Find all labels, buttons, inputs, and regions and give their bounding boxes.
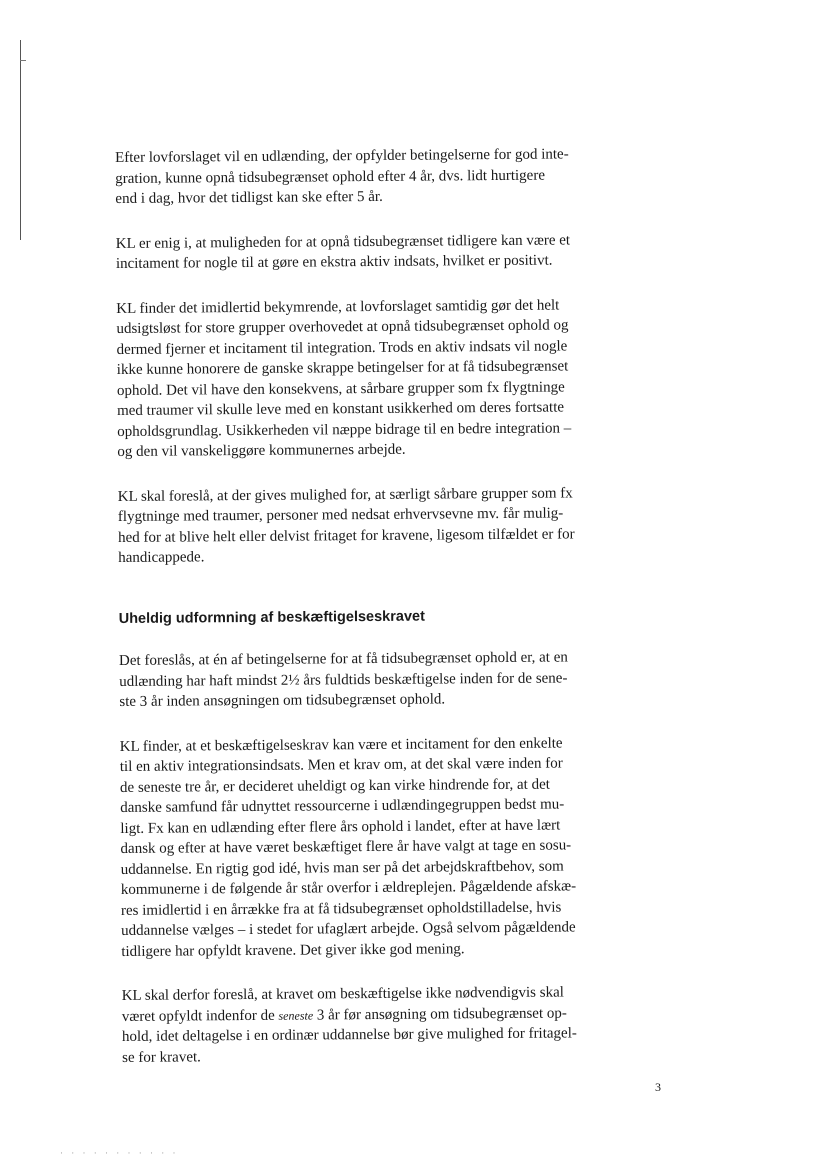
document-body [115, 144, 622, 1092]
paragraph-7-end: 3 år før ansøgning om tidsubegrænset op- hold, idet deltagelse i en ordinær uddannelse bør give mulighed for fritagel- se for kravet. [121, 1004, 577, 1066]
paragraph-3: KL finder det imidlertid bekymrende, at lovforslaget samtidig gør det helt udsigtsløst for store grupper overhovedet at opnå tidsubegrænset ophold og dermed fjerner et incitament til integration. Trods en aktiv indsats vil nogle ikke kunne honorere de ganske skrappe betingelser for at få tidsubegrænset ophold. Det vil have den konsekvens, at sårbare grupper som fx flygtninge med traumer vil skulle leve med en konstant usikkerhed om deres fortsatte opholdsgrundlag. Usikkerheden vil næppe bidrage til en bedre integration – og den vil vanskeliggøre kommunernes arbejde. [116, 297, 572, 460]
scan-edge-tick [20, 60, 26, 61]
paragraph-1: Efter lovforslaget vil en udlænding, der opfylder betingelserne for god inte- gration, kunne opnå tidsubegrænset ophold efter 4 år, dvs. lidt hurtigere end i dag, hvor det tidligst kan ske efter 5 år. [115, 146, 569, 207]
section-heading: Uheldig udformning af beskæftigelseskravet [118, 608, 425, 627]
paragraph-2: KL er enig i, at muligheden for at opnå tidsubegrænset tidligere kan være et incitament for nogle til at gøre en ekstra aktiv indsats, hvilket er positivt. [115, 231, 571, 272]
paragraph-5: Det foreslås, at én af betingelserne for at få tidsubegrænset ophold er, at en udlænding har haft mindst 2½ års fuldtids beskæftigelse inden for de sene- ste 3 år inden ansøgningen om tidsubegrænset ophold. [118, 649, 568, 710]
scan-edge-line [20, 40, 21, 240]
paragraph-4: KL skal foreslå, at der gives mulighed for, at særligt sårbare grupper som fx flygtninge med traumer, personer med nedsat erhvervsevne mv. får mulig- hed for at blive helt eller delvist fritaget for kravene, ligesom tilfældet er for handicappede. [117, 484, 575, 566]
page-number: 3 [655, 1080, 661, 1094]
paragraph-7-start: KL skal derfor foreslå, at kravet om beskæftigelse ikke nødvendigvis skal været opfyldt indenfor de [121, 984, 564, 1025]
paragraph-6: KL finder, at et beskæftigelseskrav kan være et incitament for den enkelte til en aktiv integrationsindsats. Men et krav om, at det skal være inden for de seneste tre år, er decideret uheldigt og kan virke hindrende for, at det danske samfund får udnyttet ressourcerne i udlændingegruppen bedst mu- ligt. Fx kan en udlænding efter flere års ophold i landet, efter at have lært dansk og efter at have været beskæftiget flere år have valgt at tage en sosu- uddannelse. En rigtig god idé, hvis man ser på det arbejdskraftbehov, som kommunerne i de følgende år står overfor i ældreplejen. Pågældende afskæ- res imidlertid i en årrække fra at få tidsubegrænset opholdstilladelse, hvis uddannelse vælges – i stedet for ufaglært arbejde. Også selvom pågældende tidligere har opfyldt kravene. Det giver ikke god mening. [119, 735, 577, 960]
emphasis-seneste: seneste [278, 1007, 314, 1023]
scan-footer-artifact: · · · · · · · · · · · [60, 1148, 179, 1158]
paragraph-7 [122, 982, 623, 1068]
